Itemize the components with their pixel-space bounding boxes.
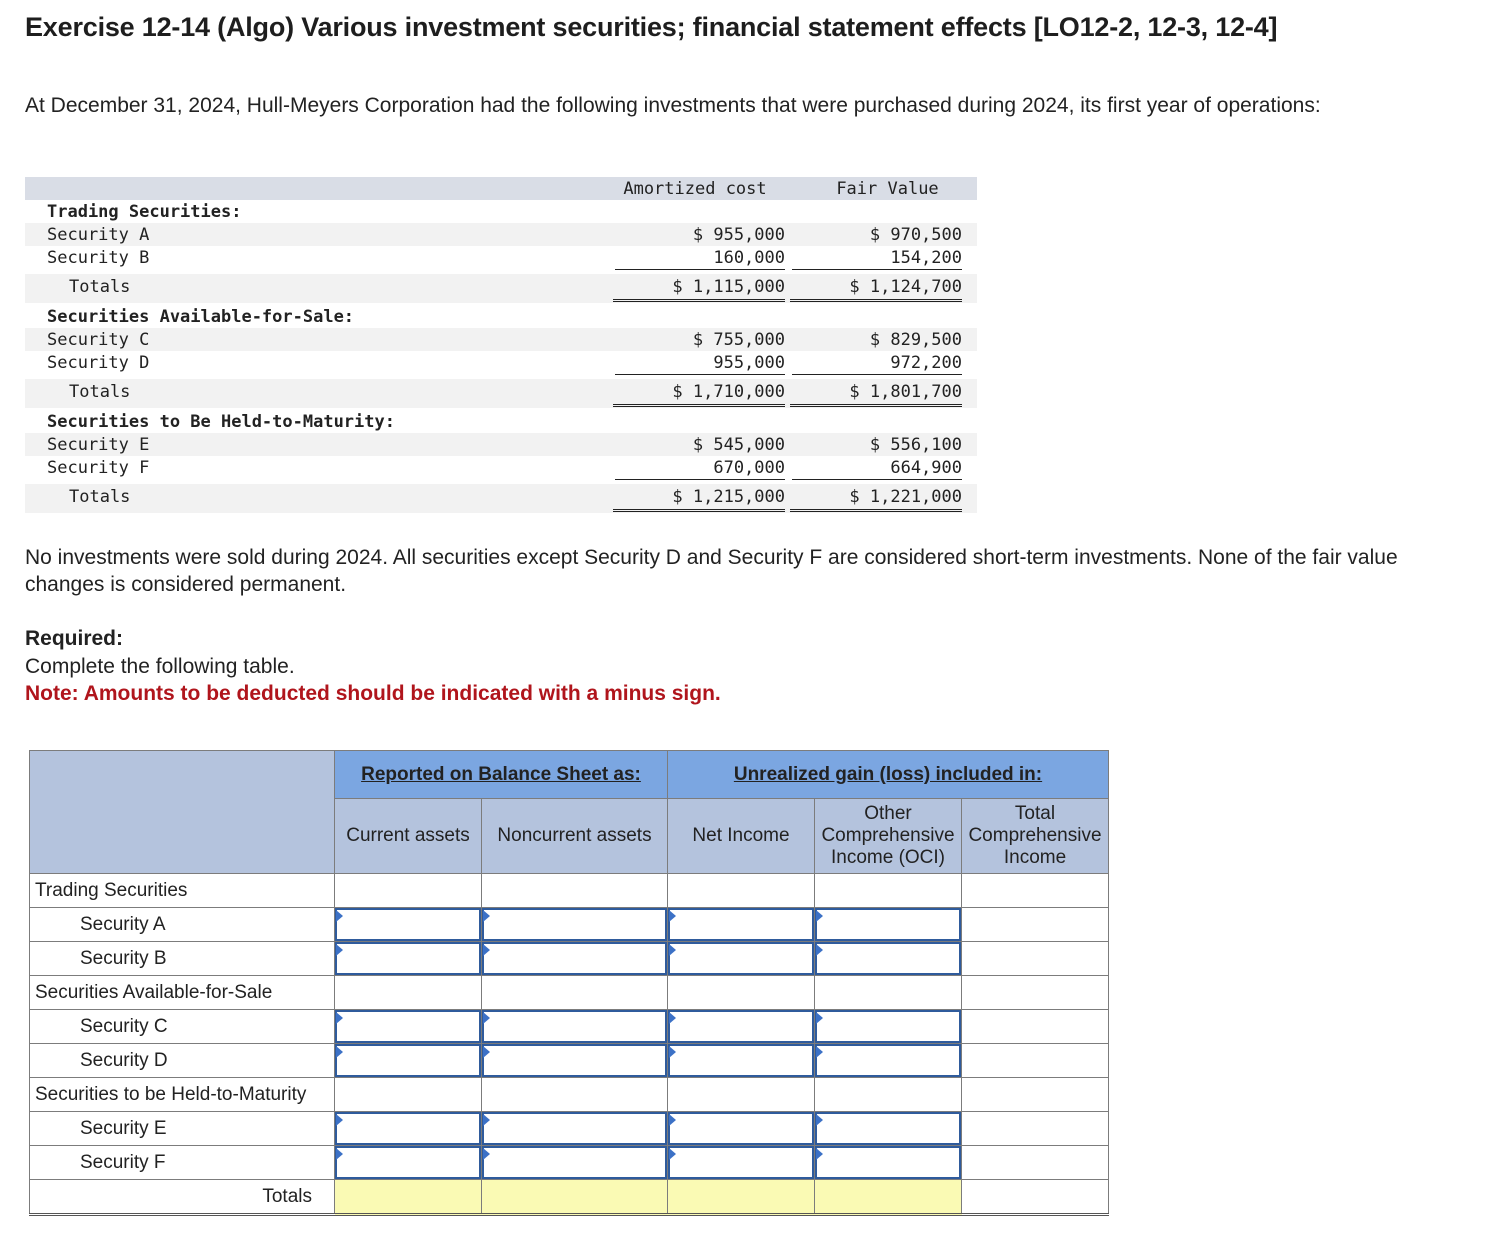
dropdown-arrow-icon — [336, 944, 343, 956]
input-d-net-income[interactable] — [668, 1044, 815, 1078]
input-b-current-assets[interactable] — [335, 942, 482, 976]
oci-header: Other Comprehensive Income (OCI) — [815, 799, 962, 874]
answer-cell-empty — [335, 976, 482, 1010]
dropdown-arrow-icon — [336, 1012, 343, 1024]
answer-cell-empty — [668, 976, 815, 1010]
input-c-noncurrent-assets[interactable] — [482, 1010, 668, 1044]
security-d-fair: 972,200 — [792, 353, 962, 375]
afs-heading: Securities Available-for-Sale: — [47, 307, 355, 327]
input-a-net-income[interactable] — [668, 908, 815, 942]
answer-label-trading: Trading Securities — [30, 874, 335, 908]
answer-cell-empty — [668, 1078, 815, 1112]
answer-row-security-b — [30, 942, 1109, 976]
input-a-noncurrent-assets[interactable] — [482, 908, 668, 942]
dropdown-arrow-icon — [483, 1012, 490, 1024]
security-d-label: Security D — [47, 353, 150, 373]
total-ci-header: Total Comprehensive Income — [962, 799, 1109, 874]
trading-totals-label: Totals — [69, 277, 131, 297]
required-heading: Required: — [25, 627, 124, 650]
total-net-income — [668, 1180, 815, 1215]
answer-row-security-a — [30, 908, 1109, 942]
answer-header-group-row — [30, 751, 1109, 799]
net-income-header: Net Income — [668, 799, 815, 874]
security-d-amortized: 955,000 — [615, 353, 785, 375]
dropdown-arrow-icon — [669, 1012, 676, 1024]
amortized-cost-header: Amortized cost — [623, 179, 767, 199]
given-row-security-c — [25, 328, 977, 351]
answer-cell-empty — [482, 976, 668, 1010]
answer-cell-empty — [335, 874, 482, 908]
input-e-current-assets[interactable] — [335, 1112, 482, 1146]
security-f-amortized: 670,000 — [615, 458, 785, 480]
answer-cell-empty — [815, 874, 962, 908]
input-f-current-assets[interactable] — [335, 1146, 482, 1180]
answer-label-totals: Totals — [30, 1180, 335, 1215]
dropdown-arrow-icon — [669, 1148, 676, 1160]
answer-cell-empty — [482, 1078, 668, 1112]
fair-value-header: Fair Value — [836, 179, 939, 199]
htm-totals-fair: $ 1,221,000 — [790, 487, 962, 512]
intro-paragraph: At December 31, 2024, Hull-Meyers Corporation had the following investments that were purchased during 2024, its first year of operations: — [25, 94, 1321, 117]
htm-heading-row — [25, 410, 977, 433]
htm-totals-amortized: $ 1,215,000 — [613, 487, 785, 512]
input-c-net-income[interactable] — [668, 1010, 815, 1044]
answer-cell-total-ci — [962, 908, 1109, 942]
answer-row-totals — [30, 1180, 1109, 1215]
dropdown-arrow-icon — [336, 1114, 343, 1126]
answer-cell-total-ci — [962, 1146, 1109, 1180]
balance-sheet-group-header — [335, 751, 668, 799]
dropdown-arrow-icon — [669, 910, 676, 922]
given-row-security-b — [25, 246, 977, 269]
htm-heading: Securities to Be Held-to-Maturity: — [47, 412, 395, 432]
security-f-label: Security F — [47, 458, 150, 478]
input-c-current-assets[interactable] — [335, 1010, 482, 1044]
input-d-noncurrent-assets[interactable] — [482, 1044, 668, 1078]
security-e-amortized: $ 545,000 — [692, 435, 785, 455]
dropdown-arrow-icon — [816, 1012, 823, 1024]
dropdown-arrow-icon — [816, 1114, 823, 1126]
dropdown-arrow-icon — [816, 1148, 823, 1160]
given-row-security-f — [25, 456, 977, 479]
answer-label-afs: Securities Available-for-Sale — [30, 976, 335, 1010]
dropdown-arrow-icon — [816, 944, 823, 956]
input-b-noncurrent-assets[interactable] — [482, 942, 668, 976]
required-note: Note: Amounts to be deducted should be indicated with a minus sign. — [25, 682, 721, 705]
balance-sheet-group-label: Reported on Balance Sheet as: — [361, 763, 641, 785]
trading-totals-amortized: $ 1,115,000 — [613, 277, 785, 302]
input-f-noncurrent-assets[interactable] — [482, 1146, 668, 1180]
given-row-security-d — [25, 351, 977, 374]
answer-cell-total-ci — [962, 1112, 1109, 1146]
answer-table — [29, 750, 1109, 1216]
security-c-label: Security C — [47, 330, 150, 350]
afs-totals-label: Totals — [69, 382, 131, 402]
answer-label-security-f: Security F — [30, 1146, 335, 1180]
total-current-assets — [335, 1180, 482, 1215]
security-b-label: Security B — [47, 248, 150, 268]
no-investments-paragraph: No investments were sold during 2024. All securities except Security D and Security F are considered short-term investments. None of the fair value changes is considered permanent. — [25, 546, 1398, 596]
answer-cell-empty — [668, 874, 815, 908]
security-a-amortized: $ 955,000 — [692, 225, 785, 245]
required-text: Complete the following table. — [25, 655, 295, 678]
dropdown-arrow-icon — [336, 910, 343, 922]
answer-cell-total-ci — [962, 1010, 1109, 1044]
answer-header-blank — [30, 751, 335, 874]
trading-totals-fair: $ 1,124,700 — [790, 277, 962, 302]
dropdown-arrow-icon — [669, 944, 676, 956]
security-e-label: Security E — [47, 435, 150, 455]
security-f-fair: 664,900 — [792, 458, 962, 480]
answer-cell-empty — [962, 976, 1109, 1010]
afs-heading-row — [25, 305, 977, 328]
dropdown-arrow-icon — [483, 1148, 490, 1160]
answer-label-security-a: Security A — [30, 908, 335, 942]
page-title: Exercise 12-14 (Algo) Various investment securities; financial statement effects [LO12-2, 12-3, 12-4] — [25, 12, 1278, 42]
unrealized-group-label: Unrealized gain (loss) included in: — [733, 763, 1043, 785]
answer-row-trading — [30, 874, 1109, 908]
given-table-header — [25, 177, 977, 200]
current-assets-header: Current assets — [335, 799, 482, 874]
answer-label-security-c: Security C — [30, 1010, 335, 1044]
input-f-oci[interactable] — [815, 1146, 962, 1180]
afs-totals-fair: $ 1,801,700 — [790, 382, 962, 407]
given-row-security-e — [25, 433, 977, 456]
dropdown-arrow-icon — [483, 1046, 490, 1058]
dropdown-arrow-icon — [336, 1046, 343, 1058]
answer-row-security-e — [30, 1112, 1109, 1146]
total-oci — [815, 1180, 962, 1215]
input-b-net-income[interactable] — [668, 942, 815, 976]
input-d-current-assets[interactable] — [335, 1044, 482, 1078]
dropdown-arrow-icon — [483, 910, 490, 922]
answer-label-security-e: Security E — [30, 1112, 335, 1146]
security-c-fair: $ 829,500 — [869, 330, 962, 350]
answer-cell-empty — [962, 874, 1109, 908]
input-e-noncurrent-assets[interactable] — [482, 1112, 668, 1146]
input-e-net-income[interactable] — [668, 1112, 815, 1146]
input-a-current-assets[interactable] — [335, 908, 482, 942]
trading-heading-row — [25, 200, 977, 223]
given-row-trading-totals — [25, 274, 977, 303]
dropdown-arrow-icon — [816, 1046, 823, 1058]
security-b-amortized: 160,000 — [615, 248, 785, 270]
security-a-fair: $ 970,500 — [869, 225, 962, 245]
dropdown-arrow-icon — [816, 910, 823, 922]
trading-heading: Trading Securities: — [47, 202, 242, 222]
noncurrent-assets-header: Noncurrent assets — [482, 799, 668, 874]
given-row-afs-totals — [25, 379, 977, 408]
answer-cell-empty — [482, 874, 668, 908]
answer-row-htm — [30, 1078, 1109, 1112]
answer-cell-empty — [815, 976, 962, 1010]
answer-cell-empty — [335, 1078, 482, 1112]
total-total-ci — [962, 1180, 1109, 1215]
dropdown-arrow-icon — [669, 1114, 676, 1126]
input-c-oci[interactable] — [815, 1010, 962, 1044]
answer-label-security-d: Security D — [30, 1044, 335, 1078]
answer-cell-empty — [962, 1078, 1109, 1112]
dropdown-arrow-icon — [669, 1046, 676, 1058]
security-a-label: Security A — [47, 225, 150, 245]
input-f-net-income[interactable] — [668, 1146, 815, 1180]
security-c-amortized: $ 755,000 — [692, 330, 785, 350]
answer-row-afs — [30, 976, 1109, 1010]
given-row-security-a — [25, 223, 977, 246]
afs-totals-amortized: $ 1,710,000 — [613, 382, 785, 407]
answer-row-security-f — [30, 1146, 1109, 1180]
security-e-fair: $ 556,100 — [869, 435, 962, 455]
answer-cell-total-ci — [962, 1044, 1109, 1078]
answer-cell-total-ci — [962, 942, 1109, 976]
answer-row-security-d — [30, 1044, 1109, 1078]
input-e-oci[interactable] — [815, 1112, 962, 1146]
unrealized-group-header — [668, 751, 1109, 799]
input-b-oci[interactable] — [815, 942, 962, 976]
answer-cell-empty — [815, 1078, 962, 1112]
answer-label-htm: Securities to be Held-to-Maturity — [30, 1078, 335, 1112]
dropdown-arrow-icon — [483, 944, 490, 956]
dropdown-arrow-icon — [336, 1148, 343, 1160]
input-d-oci[interactable] — [815, 1044, 962, 1078]
htm-totals-label: Totals — [69, 487, 131, 507]
answer-label-security-b: Security B — [30, 942, 335, 976]
dropdown-arrow-icon — [483, 1114, 490, 1126]
input-a-oci[interactable] — [815, 908, 962, 942]
given-row-htm-totals — [25, 484, 977, 513]
answer-row-security-c — [30, 1010, 1109, 1044]
total-noncurrent-assets — [482, 1180, 668, 1215]
security-b-fair: 154,200 — [792, 248, 962, 270]
